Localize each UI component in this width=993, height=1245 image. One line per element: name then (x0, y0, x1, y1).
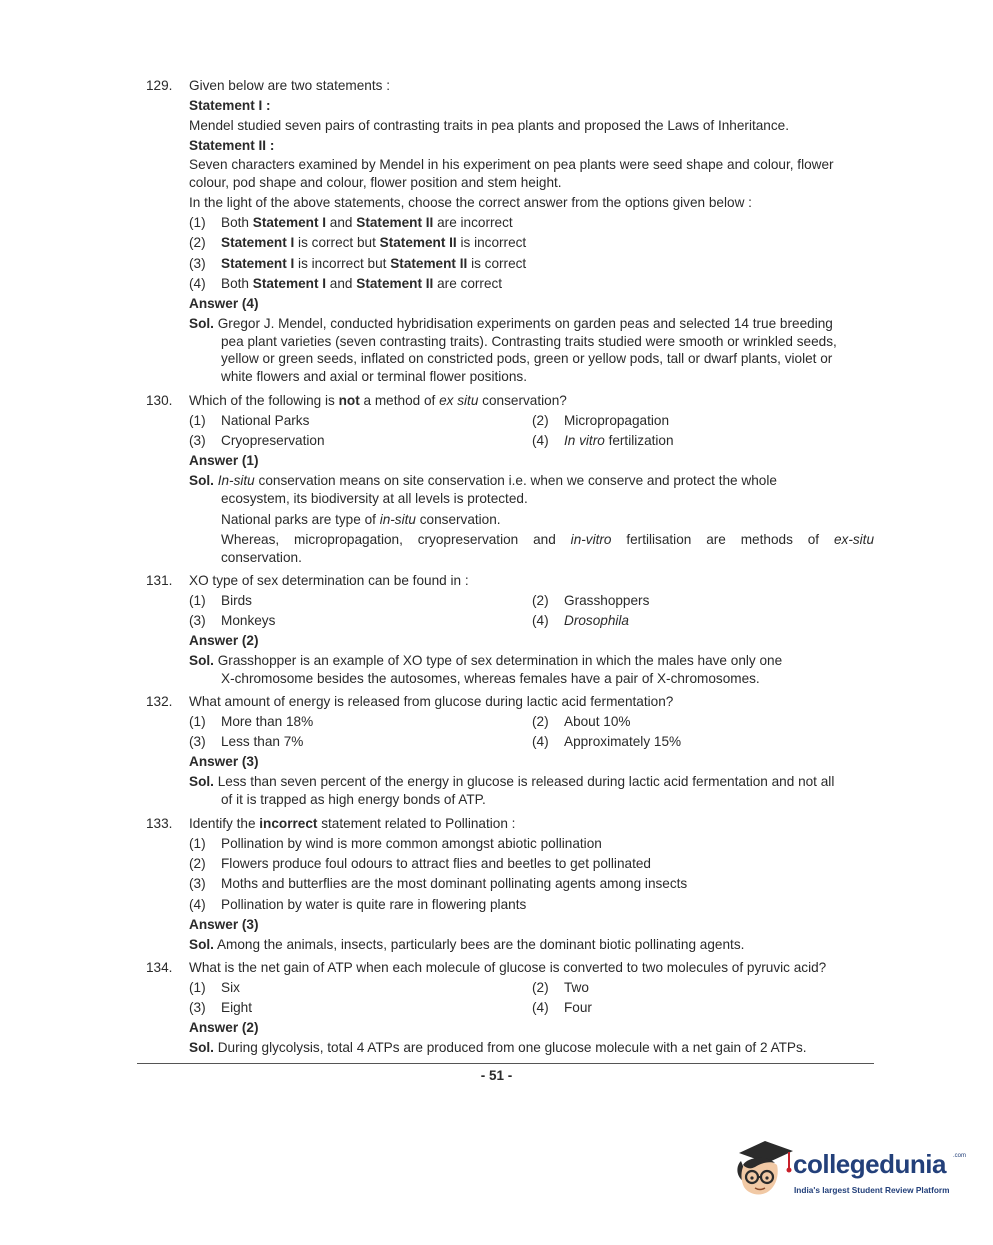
answer: Answer (3) (189, 754, 259, 770)
logo-wordmark: collegedunia (793, 1149, 946, 1179)
statement-2-text: Seven characters examined by Mendel in his experiment on pea plants were seed shape and colour, flower colour, pod shape and colour, flower position and stem height. (189, 157, 834, 190)
option-4: (4) Both Statement I and Statement II are correct (189, 275, 503, 291)
option-row: (1) Six (2) Two (189, 980, 589, 995)
question-134 (146, 958, 874, 1057)
collegedunia-logo (731, 1137, 967, 1207)
solution: Sol. Gregor J. Mendel, conducted hybridisation experiments on garden peas and selected 14 true breeding pea plant varieties (seven contrasting traits). Contrasting traits studied were smooth or wrinkled seeds, yellow or green seeds, inflated on constricted pods, green or yellow pods, tall or dwarf plants, violet or white flowers and axial or terminal flower positions. (189, 315, 837, 384)
answer: Answer (2) (189, 633, 259, 649)
question-132 (146, 692, 874, 809)
footer-divider (137, 1063, 874, 1064)
page-number: - 51 - (480, 1068, 513, 1083)
question-number: 131. (146, 573, 173, 588)
option-3: (3) Moths and butterflies are the most dominant pollinating agents among insects (189, 876, 688, 892)
option-4: (4) Pollination by water is quite rare in flowering plants (189, 896, 527, 912)
solution: Sol. Among the animals, insects, particularly bees are the dominant biotic pollinating agents. (189, 936, 745, 952)
logo-tagline: India's largest Student Review Platform (794, 1185, 950, 1195)
answer: Answer (2) (189, 1020, 259, 1036)
statement-1-text: Mendel studied seven pairs of contrasting traits in pea plants and proposed the Laws of Inheritance. (189, 118, 790, 133)
solution: Sol. Grasshopper is an example of XO type of sex determination in which the males have only one X-chromosome besides the autosomes, whereas females have a pair of X-chromosomes. (189, 653, 783, 686)
question-stem: What amount of energy is released from glucose during lactic acid fermentation? (189, 694, 674, 709)
option-3: (3) Statement I is incorrect but Statement II is correct (189, 255, 527, 271)
option-row: (1) National Parks (2) Micropropagation (189, 413, 670, 428)
option-1: (1) Pollination by wind is more common amongst abiotic pollination (189, 836, 602, 851)
answer: Answer (3) (189, 916, 259, 932)
question-number: 133. (146, 816, 173, 831)
question-number: 130. (146, 393, 173, 408)
statement-1-label: Statement I : (189, 98, 271, 113)
question-133 (146, 814, 874, 953)
question-stem: What is the net gain of ATP when each molecule of glucose is converted to two molecules of pyruvic acid? (189, 960, 827, 975)
option-row: (1) Birds (2) Grasshoppers (189, 593, 650, 608)
question-number: 129. (146, 78, 173, 93)
option-2: (2) Statement I is correct but Statement II is incorrect (189, 235, 527, 251)
option-row: (3) Cryopreservation (4) In vitro fertilization (189, 433, 674, 449)
question-131 (146, 571, 874, 688)
question-number: 132. (146, 694, 173, 709)
question-stem: Which of the following is not a method of ex situ conservation? (189, 393, 567, 408)
solution: Sol. During glycolysis, total 4 ATPs are produced from one glucose molecule with a net gain of 2 ATPs. (189, 1040, 807, 1056)
question-stem: Given below are two statements : (189, 78, 390, 93)
option-row: (3) Monkeys (4) Drosophila (189, 613, 629, 629)
question-stem: XO type of sex determination can be found in : (189, 573, 469, 588)
option-row: (1) More than 18% (2) About 10% (189, 714, 631, 729)
logo-suffix: .com (953, 1153, 967, 1159)
solution: Sol. Less than seven percent of the energy in glucose is released during lactic acid fermentation and not all of it is trapped as high energy bonds of ATP. (189, 774, 835, 807)
question-number: 134. (146, 960, 173, 975)
solution: Sol. In-situ conservation means on site conservation i.e. when we conserve and protect the whole ecosystem, its biodiversity at all levels is protected. National parks are type of in-situ conservation. Whereas, micropropagation, cryopreservation and in-vitro fertilisation are methods of ex-situ conservation. (189, 473, 875, 565)
option-row: (3) Less than 7% (4) Approximately 15% (189, 734, 682, 750)
graduate-mascot-icon (731, 1137, 795, 1203)
statement-2-label: Statement II : (189, 138, 275, 153)
answer: Answer (4) (189, 295, 259, 311)
answer: Answer (1) (189, 453, 259, 469)
option-2: (2) Flowers produce foul odours to attract flies and beetles to get pollinated (189, 856, 651, 872)
question-130 (146, 391, 874, 566)
question-instruction: In the light of the above statements, choose the correct answer from the options given below : (189, 195, 752, 211)
question-stem: Identify the incorrect statement related to Pollination : (189, 816, 516, 831)
option-1: (1) Both Statement I and Statement II are incorrect (189, 215, 513, 231)
question-129 (146, 76, 874, 385)
option-row: (3) Eight (4) Four (189, 1000, 592, 1016)
